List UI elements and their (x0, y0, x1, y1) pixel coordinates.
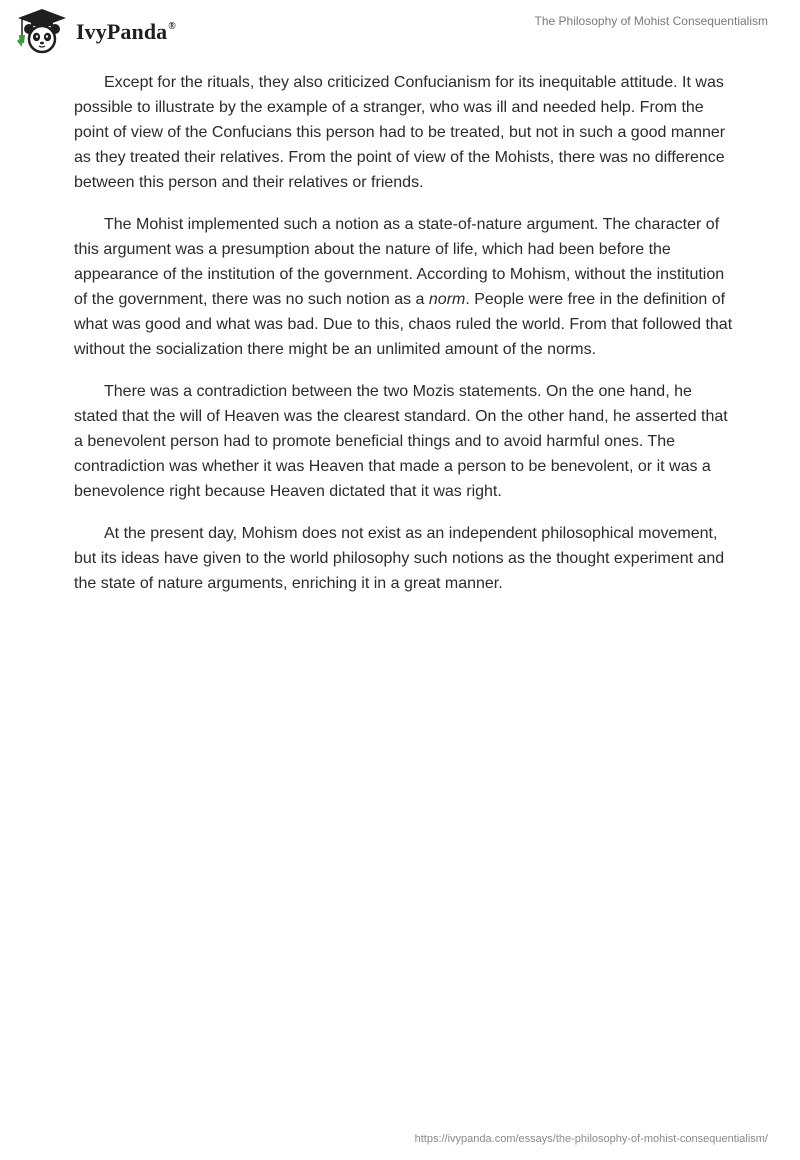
panda-graduate-icon (14, 7, 70, 55)
emphasized-term: norm (428, 291, 466, 308)
paragraph-2-text-a: The Mohist implemented such a notion as a state-of-nature argument. The character of this argument was a presumption about the nature of life, which had been before the appearance of the institution of the government. According to Mohism, without the institution of the government, there was no such notion as a (74, 216, 725, 308)
logo-wordmark: IvyPanda® (76, 19, 176, 44)
page-header (0, 0, 800, 70)
paragraph-1: Except for the rituals, they also criticized Confucianism for its inequitable attitude. It was possible to illustrate by the example of a stranger, who was ill and needed help. From the point of view of the Confucians this person had to be treated, but not in such a good manner as they treated their relatives. From the point of view of the Mohists, there was no difference between this person and their relatives or friends. (74, 74, 726, 191)
paragraph-2-text-b: . People were free in the definition of what was good and what was bad. Due to this, chaos ruled the world. From that followed that without the socialization there might be an unlimited amount of the norms. (74, 291, 733, 358)
registered-mark: ® (168, 20, 176, 32)
source-url[interactable]: https://ivypanda.com/essays/the-philosophy-of-mohist-consequentialism/ (414, 1133, 768, 1145)
ivypanda-logo[interactable] (14, 7, 176, 55)
document-title: The Philosophy of Mohist Consequentialism (534, 14, 768, 28)
essay-body (74, 70, 734, 613)
paragraph-2 (74, 212, 734, 362)
paragraph-3: There was a contradiction between the two Mozis statements. On the one hand, he stated that the will of Heaven was the clearest standard. On the other hand, he asserted that a benevolent person had to promote beneficial things and to avoid harmful ones. The contradiction was whether it was Heaven that made a person to be benevolent, or it was a benevolence right because Heaven dictated that it was right. (74, 383, 728, 500)
paragraph-4: At the present day, Mohism does not exist as an independent philosophical movement, but its ideas have given to the world philosophy such notions as the thought experiment and the state of nature arguments, enriching it in a great manner. (74, 525, 725, 592)
